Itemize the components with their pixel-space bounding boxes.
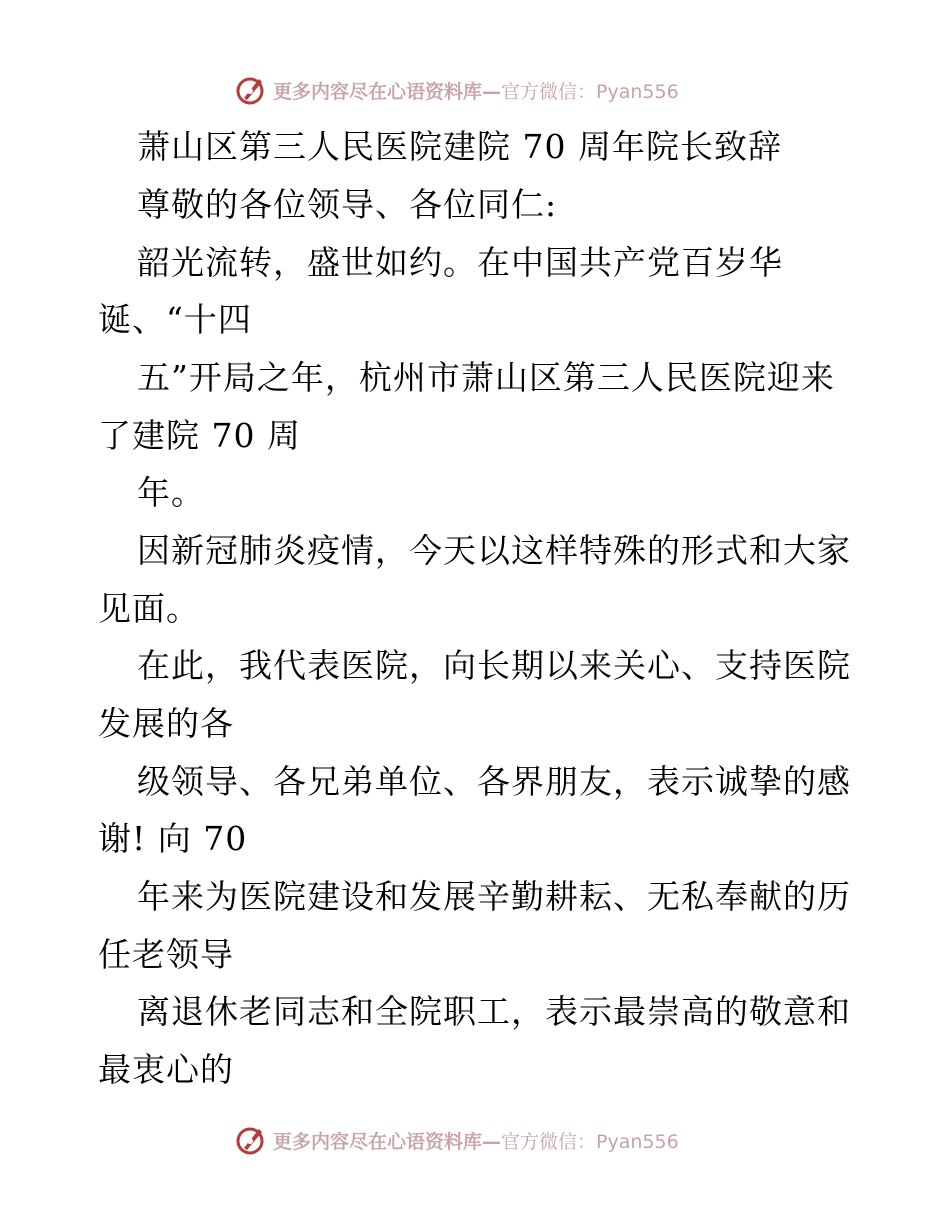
watermark-contact: 官方微信：Pyan556: [501, 1130, 679, 1153]
text-line: 在此，我代表医院，向长期以来关心、支持医院: [137, 646, 851, 685]
text-line: 级领导、各兄弟单位、各界朋友，表示诚挚的感: [137, 762, 851, 801]
header-watermark: [235, 73, 679, 107]
quill-logo-icon: [235, 74, 267, 106]
text-line: 因新冠肺炎疫情，今天以这样特殊的形式和大家: [137, 531, 851, 570]
text-line: 韶光流转，盛世如约。在中国共产党百岁华: [137, 243, 783, 282]
text-line: 谢! 向 70: [98, 819, 248, 858]
text-line: 离退休老同志和全院职工，表示最崇高的敬意和: [137, 992, 851, 1031]
document-title: 萧山区第三人民医院建院 70 周年院长致辞: [137, 127, 782, 166]
text-line: 尊敬的各位领导、各位同仁:: [137, 185, 558, 224]
watermark-text: 更多内容尽在心语资料库—: [273, 1130, 502, 1153]
footer-watermark: [235, 1123, 679, 1157]
text-line: 了建院 70 周: [98, 416, 301, 455]
watermark-contact: 官方微信：Pyan556: [501, 80, 679, 103]
text-line: 发展的各: [98, 704, 234, 743]
watermark-text: 更多内容尽在心语资料库—: [273, 80, 502, 103]
text-line: 任老领导: [98, 935, 234, 974]
text-line: 年来为医院建设和发展辛勤耕耘、无私奉献的历: [137, 877, 851, 916]
text-line: 年。: [137, 473, 205, 512]
text-line: 诞、“十四: [98, 300, 252, 339]
text-line: 见面。: [98, 589, 200, 628]
quill-logo-icon: [235, 1124, 267, 1156]
text-line: 最衷心的: [98, 1050, 234, 1089]
text-line: 五”开局之年，杭州市萧山区第三人民医院迎来: [137, 358, 835, 397]
